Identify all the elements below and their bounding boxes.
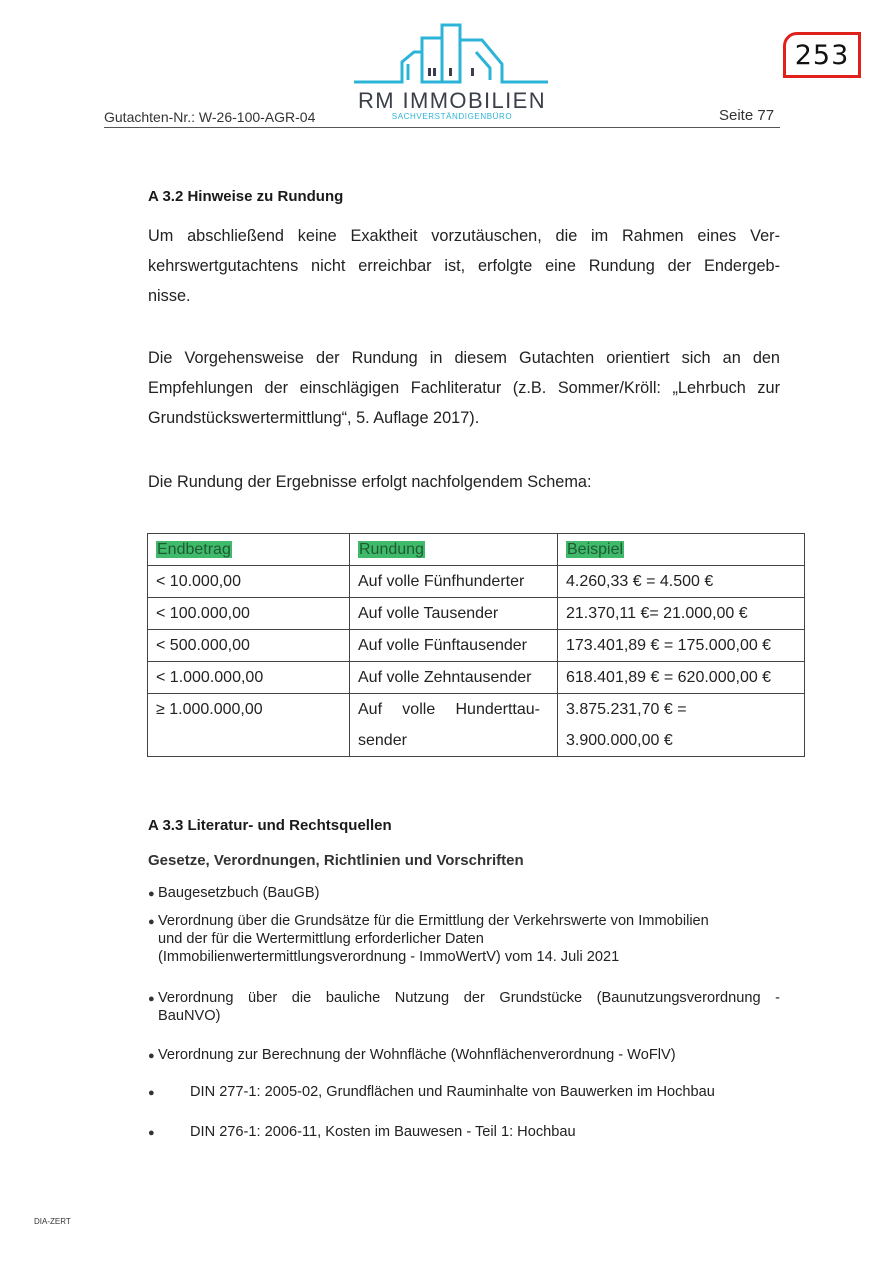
table-header-cell: Rundung <box>350 534 558 566</box>
table-row <box>148 598 805 630</box>
paragraph-line: Grundstückswertermittlung“, 5. Auflage 2017). <box>148 409 480 427</box>
list-item-line: Verordnung über die bauliche Nutzung der Grundstücke (Baunutzungsverordnung - <box>158 990 780 1006</box>
bullet-icon: ● <box>148 1127 155 1139</box>
table-cell: Auf volle Fünfhunderter <box>350 566 558 598</box>
table-cell: Auf volle Zehntausender <box>350 662 558 694</box>
rounding-table <box>147 533 805 757</box>
bullet-icon: ● <box>148 1087 155 1099</box>
paragraph-line: Empfehlungen der einschlägigen Fachliteratur (z.B. Sommer/Kröll: „Lehrbuch zur <box>148 379 780 397</box>
page-stamp-number: 253 <box>794 39 850 71</box>
table-cell: 618.401,89 € = 620.000,00 € <box>558 662 805 694</box>
table-cell-line: 3.875.231,70 € = <box>566 701 687 718</box>
table-cell: Auf volle Tausender <box>350 598 558 630</box>
header-divider <box>104 127 780 128</box>
table-row <box>148 566 805 598</box>
company-logo <box>352 22 552 126</box>
list-item: ● DIN 276-1: 2006-11, Kosten im Bauwesen - Teil 1: Hochbau <box>148 1124 576 1140</box>
building-logo-icon <box>352 22 552 92</box>
table-header-row <box>148 534 805 566</box>
table-cell <box>350 694 558 757</box>
subsection-heading-laws: Gesetze, Verordnungen, Richtlinien und Vorschriften <box>148 852 524 869</box>
list-item-line: Verordnung über die Grundsätze für die Ermittlung der Verkehrswerte von Immobilien <box>158 913 709 929</box>
table-row <box>148 630 805 662</box>
table-cell-line: Auf volle Hunderttau- <box>358 701 540 718</box>
page-label: Seite 77 <box>719 107 775 124</box>
table-cell: < 500.000,00 <box>148 630 350 662</box>
table-cell-line: sender <box>358 732 407 749</box>
footer-certification: DIA-ZERT <box>34 1217 71 1226</box>
paragraph-rounding-method <box>148 343 780 433</box>
table-cell: 21.370,11 €= 21.000,00 € <box>558 598 805 630</box>
logo-subtitle: SACHVERSTÄNDIGENBÜRO <box>391 112 513 121</box>
list-item: ● DIN 277-1: 2005-02, Grundflächen und Rauminhalte von Bauwerken im Hochbau <box>148 1084 715 1100</box>
table-cell-line: 3.900.000,00 € <box>566 732 673 749</box>
bullet-icon: ● <box>148 916 155 928</box>
logo-company-name: RM IMMOBILIEN <box>357 88 547 113</box>
paragraph-line: kehrswertgutachtens nicht erreichbar ist, erfolgte eine Rundung der Endergeb- <box>148 257 780 275</box>
paragraph-line: nisse. <box>148 287 191 305</box>
table-row <box>148 662 805 694</box>
list-item: ● Verordnung zur Berechnung der Wohnfläche (Wohnflächenverordnung - WoFlV) <box>148 1047 676 1063</box>
list-item-line: und der für die Wertermittlung erforderlicher Daten <box>158 931 484 947</box>
list-item-line: (Immobilienwertermittlungsverordnung - ImmoWertV) vom 14. Juli 2021 <box>158 949 620 965</box>
table-cell <box>558 694 805 757</box>
report-number: Gutachten-Nr.: W-26-100-AGR-04 <box>104 109 316 125</box>
list-item: ● Baugesetzbuch (BauGB) <box>148 885 320 901</box>
paragraph-line: Die Vorgehensweise der Rundung in diesem Gutachten orientiert sich an den <box>148 349 780 367</box>
table-cell: < 100.000,00 <box>148 598 350 630</box>
table-cell: ≥ 1.000.000,00 <box>148 694 350 757</box>
page-stamp <box>783 32 861 78</box>
list-item-line: BauNVO) <box>158 1008 221 1024</box>
paragraph-line: Die Rundung der Ergebnisse erfolgt nachfolgendem Schema: <box>148 473 592 491</box>
section-heading-sources: A 3.3 Literatur- und Rechtsquellen <box>148 817 392 834</box>
table-cell: Auf volle Fünftausender <box>350 630 558 662</box>
table-cell: 4.260,33 € = 4.500 € <box>558 566 805 598</box>
bullet-icon: ● <box>148 1050 155 1062</box>
paragraph-rounding-intro <box>148 221 780 311</box>
table-cell: < 1.000.000,00 <box>148 662 350 694</box>
list-item <box>148 912 784 966</box>
paragraph-rounding-schema <box>148 467 780 497</box>
list-item <box>148 989 784 1025</box>
bullet-icon: ● <box>148 888 155 900</box>
table-row <box>148 694 805 757</box>
bullet-icon: ● <box>148 993 155 1005</box>
table-header-cell: Beispiel <box>558 534 805 566</box>
paragraph-line: Um abschließend keine Exaktheit vorzutäuschen, die im Rahmen eines Ver- <box>148 227 780 245</box>
table-cell: < 10.000,00 <box>148 566 350 598</box>
section-heading-rounding: A 3.2 Hinweise zu Rundung <box>148 188 344 205</box>
table-cell: 173.401,89 € = 175.000,00 € <box>558 630 805 662</box>
table-header-cell: Endbetrag <box>148 534 350 566</box>
